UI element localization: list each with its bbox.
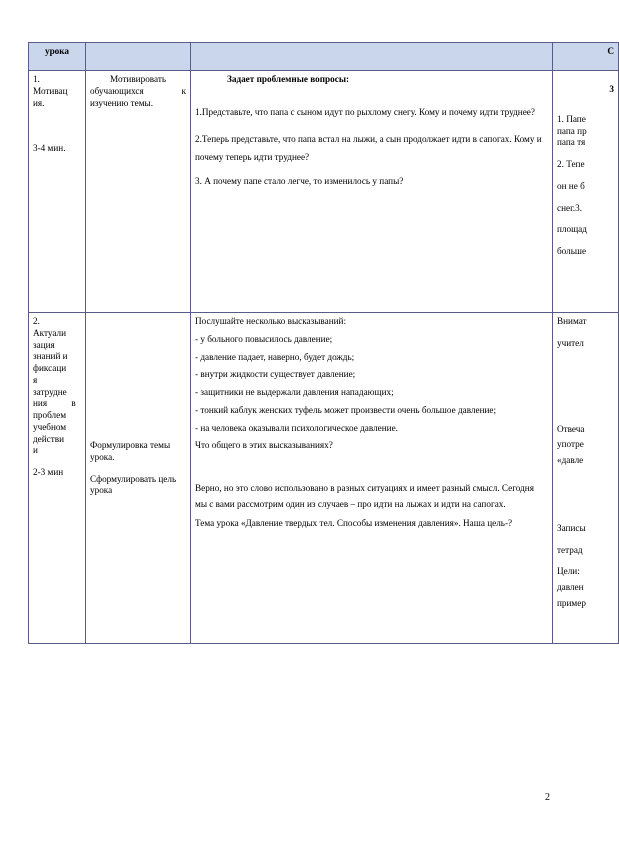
statement-text: - давление падает, наверно, будет дождь;: [195, 351, 355, 362]
student-line: Записы: [557, 522, 586, 533]
question-text: 3. А почему папе стало легче, то изменилось у папы?: [195, 176, 404, 187]
header-cell-student: С: [553, 43, 619, 71]
student-line: учител: [557, 337, 584, 348]
student-line: Отвеча: [557, 423, 585, 434]
table-row-actualization: [29, 313, 619, 644]
stage-line: действи: [33, 433, 65, 444]
student-activity-cell: [553, 313, 619, 644]
stage-time: 2-3 мин: [33, 467, 64, 478]
student-line: «давле: [557, 455, 584, 466]
statement-text: - тонкий каблук женских туфель может произвести очень большое давление;: [195, 404, 497, 415]
goal-text: Мотивировать обучающихся к изучению темы.: [90, 74, 186, 108]
statement-text: - защитники не выдержали давления нападающих;: [195, 387, 394, 398]
teacher-heading: Задает проблемные вопросы:: [227, 74, 350, 84]
statement-text: - на человека оказывали психологическое давление.: [195, 422, 398, 433]
stage-line: зация: [33, 339, 55, 350]
table-row-motivation: [29, 71, 619, 313]
statement-text: - внутри жидкости существует давление;: [195, 369, 356, 380]
goal-cell: [86, 313, 191, 644]
teacher-intro: Послушайте несколько высказываний:: [195, 316, 346, 326]
student-line: тетрад: [557, 544, 583, 555]
stage-line: и: [33, 445, 38, 456]
stage-line: фиксаци: [33, 363, 67, 374]
student-line: Цели:: [557, 566, 580, 577]
page-number: 2: [545, 792, 550, 803]
stage-cell: [29, 313, 86, 644]
student-line: употре: [557, 439, 584, 450]
stage-cell: [29, 71, 86, 313]
question-text: 1.Представьте, что папа с сыном идут по рыхлому снегу. Кому и почему идти труднее?: [195, 106, 535, 117]
teacher-activity-cell: [191, 71, 553, 313]
student-activity-cell: [553, 71, 619, 313]
header-cell-stage: урока: [29, 43, 86, 71]
stage-line: проблем: [33, 410, 67, 421]
table-header-row: [29, 43, 619, 71]
stage-line: затрудне: [33, 386, 67, 397]
student-line: 3: [609, 84, 614, 94]
teacher-answer: Верно, но это слово использовано в разных ситуациях и имеет разный смысл. Сегодня мы с вами рассмотрим один из случаев – про идти на лыжах и идти на сапогах.: [195, 483, 534, 510]
question-text: 2.Теперь представьте, что папа встал на лыжи, а сын продолжает идти в сапогах. Кому и почему теперь идти труднее?: [195, 134, 542, 162]
goal-text: Формулировка темы урока.: [90, 440, 171, 462]
stage-line: 2.: [33, 316, 40, 326]
student-line: Внимат: [557, 316, 587, 326]
stage-line: ния в: [33, 398, 76, 409]
stage-line: знаний и: [33, 351, 68, 362]
header-cell-teacher: [191, 43, 553, 71]
stage-line: Мотивац: [33, 85, 68, 96]
student-line: 1. Папе: [557, 113, 586, 124]
header-cell-goal: [86, 43, 191, 71]
student-line: давлен: [557, 582, 584, 593]
student-line: папа пр: [557, 125, 587, 136]
stage-line: я: [33, 374, 38, 385]
student-line: он не б: [557, 180, 585, 191]
stage-time: 3-4 мин.: [33, 143, 66, 154]
lesson-topic: Тема урока «Давление твердых тел. Способы изменения давления». Наша цель-?: [195, 518, 513, 529]
lesson-plan-table: [28, 42, 619, 644]
student-line: папа тя: [557, 137, 586, 148]
stage-line: 1.: [33, 74, 40, 84]
teacher-question: Что общего в этих высказываниях?: [195, 440, 333, 451]
stage-line: Актуали: [33, 327, 67, 338]
statement-text: - у больного повысилось давление;: [195, 333, 333, 344]
student-line: снег.3.: [557, 202, 582, 213]
stage-line: ия.: [33, 97, 45, 108]
goal-text: Сформулировать цель урока: [90, 473, 177, 496]
student-line: площад: [557, 224, 587, 235]
student-line: больше: [557, 246, 587, 257]
student-line: 2. Тепе: [557, 159, 585, 170]
teacher-activity-cell: [191, 313, 553, 644]
goal-cell: [86, 71, 191, 313]
student-line: пример: [557, 597, 586, 608]
stage-line: учебном: [33, 421, 67, 432]
